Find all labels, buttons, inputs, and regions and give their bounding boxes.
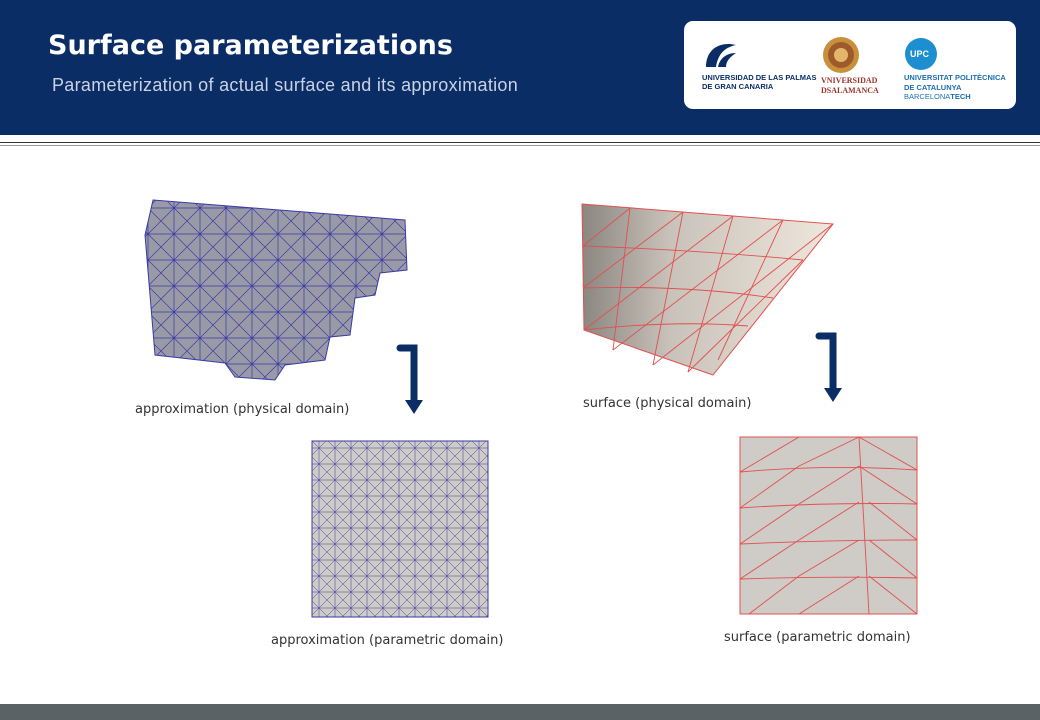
header-divider-secondary xyxy=(0,145,1040,146)
institution-logos-panel xyxy=(684,21,1016,109)
surface-physical-mesh xyxy=(578,200,840,380)
caption-approximation-physical: approximation (physical domain) xyxy=(135,402,350,417)
slide-title: Surface parameterizations xyxy=(48,30,453,61)
slide-subtitle: Parameterization of actual surface and its approximation xyxy=(52,75,519,95)
usal-seal-icon xyxy=(822,36,860,74)
usal-logo-text: VNIVERSIDAD DSALAMANCA xyxy=(821,76,879,95)
caption-approximation-parametric: approximation (parametric domain) xyxy=(271,633,504,648)
approximation-parametric-mesh xyxy=(311,440,489,618)
footer-bar xyxy=(0,704,1040,720)
approximation-physical-mesh xyxy=(135,195,415,385)
upc-logo-text: UNIVERSITAT POLITÈCNICA DE CATALUNYA BARCELONATECH xyxy=(904,73,1006,101)
upc-logo-mark: UPC xyxy=(910,49,930,59)
down-arrow-right-icon xyxy=(815,330,849,404)
down-arrow-left-icon xyxy=(396,342,430,416)
ulpgc-logo-icon xyxy=(702,39,740,71)
caption-surface-physical: surface (physical domain) xyxy=(583,396,752,411)
caption-surface-parametric: surface (parametric domain) xyxy=(724,630,911,645)
ulpgc-logo-text: UNIVERSIDAD DE LAS PALMAS DE GRAN CANARIA xyxy=(702,73,817,91)
header-divider xyxy=(0,142,1040,143)
surface-parametric-mesh xyxy=(739,436,919,616)
